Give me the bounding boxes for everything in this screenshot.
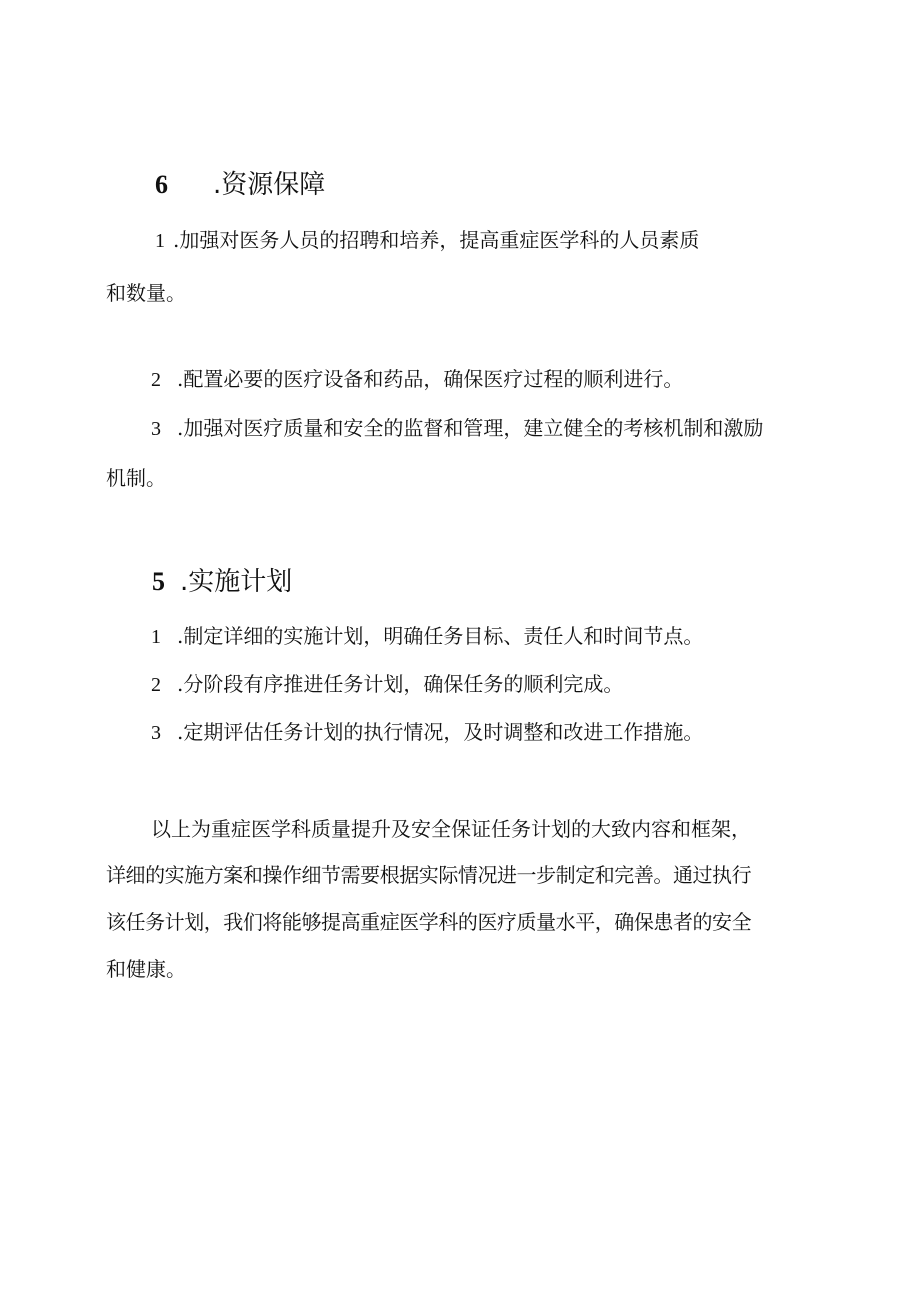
section-6-title: .资源保障 xyxy=(213,170,326,200)
section-6-item-1-continuation: 和数量。 xyxy=(106,281,186,305)
conclusion-line-2: 详细的实施方案和操作细节需要根据实际情况进一步制定和完善。通过执行 xyxy=(106,863,752,887)
section-5-item-1-number: 1 xyxy=(151,626,161,648)
section-5-item-3 xyxy=(151,719,703,746)
section-6-item-3-number: 3 xyxy=(151,418,161,440)
section-5-item-2-text: .分阶段有序推进任务计划，确保任务的顺利完成。 xyxy=(177,672,624,696)
section-6-heading xyxy=(155,169,325,201)
conclusion-line-3: 该任务计划，我们将能够提高重症医学科的医疗质量水平，确保患者的安全 xyxy=(106,910,752,934)
section-5-heading xyxy=(152,566,292,598)
section-6-number: 6 xyxy=(155,170,168,199)
section-5-item-2-number: 2 xyxy=(151,674,161,696)
section-5-item-1 xyxy=(151,623,703,650)
conclusion-line-1: 以上为重症医学科质量提升及安全保证任务计划的大致内容和框架， xyxy=(151,817,751,841)
conclusion-line-4: 和健康。 xyxy=(106,957,186,981)
section-6-item-3-text: .加强对医疗质量和安全的监督和管理，建立健全的考核机制和激励 xyxy=(177,416,764,440)
section-5-item-2 xyxy=(151,671,623,698)
section-5-title: .实施计划 xyxy=(180,567,293,597)
section-6-item-1-number: 1 xyxy=(155,230,165,252)
section-6-item-2-text: .配置必要的医疗设备和药品，确保医疗过程的顺利进行。 xyxy=(177,367,684,391)
section-6-item-1-text: .加强对医务人员的招聘和培养，提高重症医学科的人员素质 xyxy=(173,228,700,252)
section-6-item-3 xyxy=(151,415,763,442)
section-6-item-2 xyxy=(151,366,683,393)
section-5-item-3-number: 3 xyxy=(151,722,161,744)
section-6-item-2-number: 2 xyxy=(151,369,161,391)
section-5-item-1-text: .制定详细的实施计划，明确任务目标、责任人和时间节点。 xyxy=(177,624,704,648)
section-5-number: 5 xyxy=(152,567,165,596)
section-6-item-1 xyxy=(155,227,699,254)
section-6-item-3-continuation: 机制。 xyxy=(106,466,166,490)
section-5-item-3-text: .定期评估任务计划的执行情况，及时调整和改进工作措施。 xyxy=(177,720,704,744)
